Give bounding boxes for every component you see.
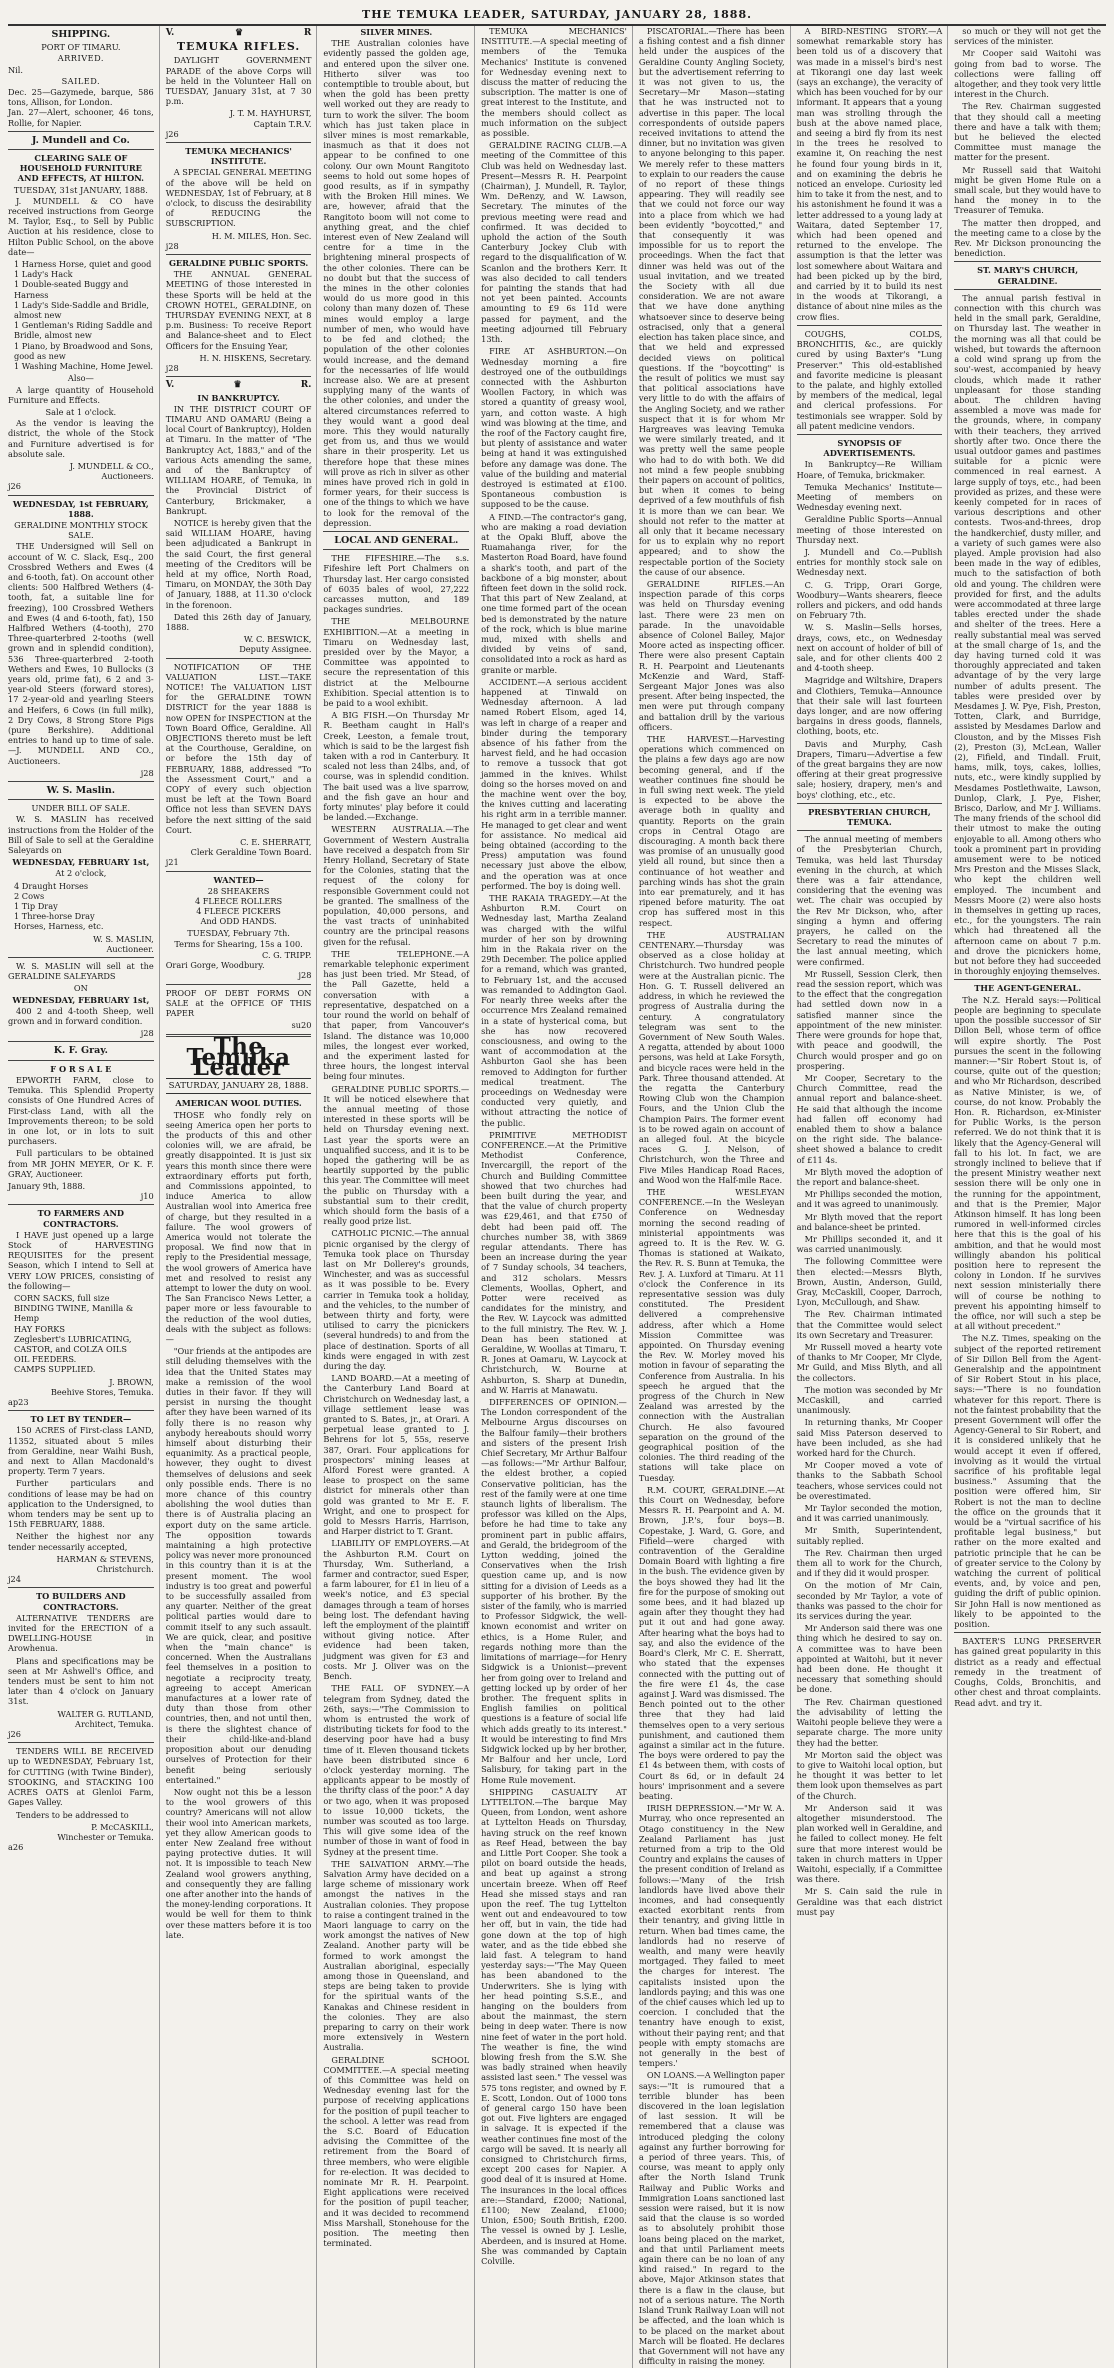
wanted-sign: C. G. TRIPP. — [261, 950, 312, 961]
tender-body2: Further particulars and conditions of lease may be had on application to the Undersigned, to whom tenders may be sent up to 15th FEBRUARY, 1888. — [8, 1478, 154, 1530]
agent-para: The N.Z. Herald says:—Political people are beginning to speculate upon the possible successor of Sir Dillon Bell, whose term of office will expire shortly. The Post pursues the scent in the following manner:—"Sir Robert Stout is, of course, quite out of the question; and who Mr Richardson, described as Native Minister, is we, of course, do not know. Probably the Hon. R. Richardson, ex-Minister for Public Works, is the person referred. We do not think that it is likely that the Agency-General will fall to his lot. In fact, we are strongly inclined to believe that if the present Ministry weather next session there will be only one in the running for the appointment, and that is the Premier, Major Atkinson himself. It has long been rumored in well-informed circles here that this is the goal of his ambition, and that he would most willingly abandon his political position here to represent the colony in London. If he survives next session ministerially there will of course be nothing to prevent his appointing himself to the office, nor will such a step be at all without precedent." — [954, 994, 1101, 1332]
local-para: THE MELBOURNE EXHIBITION.—At a meeting in Timaru on Wednesday last, presided over by the Mayor, a Committee was appointed to secure the representation of this district at the Melbourne Exhibition. Special attention is to be paid to a wool exhibit. — [323, 616, 470, 708]
mech-title: TEMUKA MECHANICS' INSTITUTE. — [185, 146, 292, 167]
crest-v: V. — [165, 380, 175, 391]
news-para: A BIRD-NESTING STORY.—A somewhat remarkable story has been told us of a discovery that was made in a missel's bird's nest at Tikorangi one day last week (says an exchange), the veracity of which has been vouched for by our informant. It appears that a young man was strolling through the bush at the above named place, and seeing a bird fly from its nest in the trees he resolved to examine it, On reaching the nest he found four young birds in it, and on examining the debris he noticed an envelope. Curiosity led him to take it from the nest, and to his astonishment he found it was a letter addressed to a young lady at Waitara, dated September 17, which had been opened and returned to the envelope. The assumption is that the letter was lost somewhere about Waitara and had been picked up by the bird, and carried by it to build its nest in the woods at Tikorangi, a distance of about nine miles as the crow flies. — [796, 26, 943, 322]
presby-para: Mr Cooper, Secretary to the Church Committee, read the annual report and balance-sheet. He said that although the income had fallen off economy had enabled them to show a balance on the right side. The balance-sheet showed a balance to credit of £11 4s. — [796, 1072, 943, 1165]
arrived-label: ARRIVED. — [57, 53, 104, 64]
agent-title: THE AGENT-GENERAL. — [974, 983, 1082, 994]
farmers-sign: J. BROWN, — [109, 1376, 154, 1387]
tender-body: 150 ACRES of First-class LAND, 11352, situated about 5 miles from Geraldine, near Waihi Bush, and next to Allan Macdonald's property. Term 7 years. — [8, 1425, 154, 1477]
agent-para: The N.Z. Times, speaking on the subject of the reported retirement of Sir Dillon Bell from the Agent-Generalship and the appointment of Sir Robert Stout in his place, says:—"There is no foundation whatever for this report. There is not the faintest probability that the present Government will offer the Agency-General to Sir Robert, and it is considered unlikely that he would accept it even if offered, involving as it would the virtual sacrifice of his profitable legal business." Assuming that the position were offered him, Sir Robert is not the man to decline the office on the grounds that it would be a "virtual sacrifice of his profitable legal business," but rather on the more exalted and patriotic principle that he can be of greater service to the Colony by watching the current of political events, and, by voice and pen, guiding the drift of public opinion. Sir John Hall is now mentioned as likely to be appointed to the position. — [954, 1333, 1101, 1630]
maslin2-on: ON — [73, 983, 88, 994]
clearing-date: TUESDAY, 31st JANUARY, 1888. — [13, 184, 148, 195]
wanted-items — [166, 886, 312, 927]
article-title: AMERICAN WOOL DUTIES. — [175, 1098, 302, 1109]
clearing-body: J. MUNDELL & CO have received instructions from George M. Taylor, Esq., to Sell by Public Auction at his residence, close to Hilton Public School, on the above date— — [8, 195, 154, 257]
news-para: GERALDINE RACING CLUB.—A meeting of the Committee of this Club was held on Wednesday last. Present—Messrs R. H. Pearpoint (Chairman), J. Mundell, R. Taylor, Wm. DeRenzy, and W. Lawson, Secretary. The minutes of the previous meeting were read and confirmed. It was decided to uphold the action of the South Canterbury Jockey Club with regard to the disqualification of W. Scanlon and the brothers Kerr. It was also decided to call tenders for painting the stands that had not yet been painted. Accounts amounting to £9 6s 11d were passed for payment, and the meeting adjourned till February 13th. — [481, 140, 627, 345]
maslin-body: W. S. MASLIN has received instructions from the Holder of the Bill of Sale to sell at the Geraldine Saleyards on — [8, 814, 154, 856]
news-para: GERALDINE RIFLES.—An inspection parade of this corps was held on Thursday evening last. There were 23 men on parade. In the unavoidable absence of Colonel Bailey, Major Moore acted as inspecting officer. There were also present Captain R. H. Pearpoint and Lieutenants McKenzie and Ward, Staff-Sergeant Major Jones was also present. After being inspected, the men were put through company and battalion drill by the various officers. — [638, 578, 785, 732]
news-para: PRIMITIVE METHODIST CONFERENCE.—At the Primitive Methodist Conference, Invercargill, the report of the Church and Building Committee showed that two churches had been built during the year, and that the value of church property was £29,461, and that £750 of debt had been paid off. The churches number 38, with 3869 regular attendants. There has been an increase during the year of 7 Sunday schools, 34 teachers, and 312 scholars. Messrs Clements, Woollas, Ophert, and Potter were received as candidates for the ministry, and the Rev. W. Laycock was admitted to the full ministry. The Rev. W. J. Dean has been stationed at Geraldine, W. Woollas at Timaru, T. R. Jones at Oamaru, W. Laycock at Christchurch, W. Bourne at Ashburton, S. Sharp at Dunedin, and W. Harris at Manawatu. — [481, 1129, 627, 1395]
builders-sign2: Architect, Temuka. — [75, 1718, 154, 1729]
bank-notice: NOTICE is hereby given that the said WILLIAM HOARE, having been adjudicated a Bankrupt in the said Court, the first general meeting of the Creditors will be held at my office, North Road, Timaru, on MONDAY, the 30th Day of January, 1888, at 11.30 o'clock in the forenoon. — [165, 517, 312, 610]
sailed-label: SAILED. — [61, 75, 101, 86]
maslin2-body: W. S. MASLIN will sell at the GERALDINE SALEYARDS — [8, 961, 154, 982]
forsale-body: EPWORTH FARM, close to Temuka. This Splendid Property consists of One Hundred Acres of First-class Land, with all the Improvements thereon; to be sold in one lot, or in lots to suit purchasers. — [8, 1074, 154, 1147]
silver-para: THE Australian colonies have evidently passed the golden age, and entered upon the silver one. Hitherto silver was too contemptible to trouble about, but when the gold has been pretty well worked out they are ready to turn to work the silver. The boom which has just taken place in silver mines is most remarkable, inasmuch as that it does not appear to be confined to one colony. Our own Mount Rangitoto seems to hold out some hopes of good results, as if in sympathy with the Broken Hill mines. We are, however, afraid that the Rangitoto boom will not come to anything great, and the chief interest even of New Zealand will centre for a time in the brightening mineral prospects of the other colonies. There can be no doubt but that the success of the mines in the other colonies would do us more good in this colony than many dozen of. These mines would employ a large number of men, who would have to be fed and clothed; the population of the other colonies would increase, and the demand for the necessaries of life would increase also. We are at present supplying many of the wants of the other colonies, and under the altered circumstances referred to they would want a good deal more. This they would naturally get from us, and thus we would share in their prosperity. Let us therefore hope that these mines will prove as rich in silver as other mines have proved rich in gold in former years, for their success is one of the things to which we have to look for the removal of the depression. — [323, 38, 470, 528]
news-para: SHIPPING CASUALTY AT LYTTELTON.—The barque May Queen, from London, went ashore at Lyttelton Heads on Thursday, having struck on the reef known as Reef Head, between the bay and Little Port Cooper. She took a pilot on board outside the heads, and beat up against a strong uncertain breeze. When off Reef Head she missed stays and ran upon the reef. The tug Lyttelton went out and endeavoured to tow her off, but in vain, the tide had gone down at the top of high water, and as the tide ebbed she laid fast. A telegram to hand yesterday says:—"The May Queen has been abandoned to the Underwriters. She is lying with her head pointing S.S.E., and hanging on the boulders from about the mainmast, the stern being in deep water. There is now nine feet of water in the port hold. The weather is fine, the wind blowing fresh from the S.W. She was badly strained when heavily assisted last seen." The vessel was 575 tons register, and owned by F. E. Scott, London. Out of 1000 tons of general cargo 150 have been got out. Five lighters are engaged in salvage. It is expected if the weather continues fine most of the cargo will be saved. It is nearly all consigned to Christchurch firms, except 200 cases for Napier. A good deal of it is insured at Home. The insurances in the local offices are:—Standard, £2000; National, £1100; New Zealand, £1000; Union, £500; South British, £200. The vessel is owned by J. Leslie, Aberdeen, and is insured at Home. She was commanded by Captain Colville. — [481, 1786, 627, 2267]
news-para: THE HARVEST.—Harvesting operations which commenced on the plains a few days ago are now becoming general, and if the weather continues fine should be in full swing next week. The yield is expected to be above the average both in quality and quantity. Reports on the grain crops in Central Otago are discouraging. A month back there was promise of an unusually good yield all round, but since then a continuance of hot weather and parching winds has shot the grain into ear prematurely, and it has ripened before maturity. The oat crop has suffered most in this respect. — [638, 734, 785, 928]
synopsis-item: C. G. Tripp, Orari Gorge, Woodbury—Wants shearers, fleece rollers and pickers, and odd hands on February 7th. — [796, 579, 943, 621]
presby-title: PRESBYTERIAN CHURCH, TEMUKA. — [808, 806, 931, 828]
builders-body2: Plans and specifications may be seen at Mr Ashwell's Office, and tenders must be sent to him not later than 4 o'clock on January 31st. — [8, 1655, 154, 1707]
local-title: LOCAL AND GENERAL. — [334, 534, 459, 546]
local-para: GERALDINE SCHOOL COMMITTEE.—A special meeting of this Committee was held on Wednesday evening last for the purpose of receiving applications for the position of pupil teacher to the school. A letter was read from the S.C. Board of Education advising the Committee of the retirement from the Board of three members, who were eligible for re-election. It was decided to nominate Mr R. H. Pearpoint. Eight applications were received for the position of pupil teacher, and it was decided to recommend Miss Marshall, Stonehouse for the position. The meeting then terminated. — [323, 2054, 470, 2249]
nil-text: Nil. — [8, 64, 24, 75]
article-para: "Our friends at the antipodes are still deluding themselves with the idea that the United States may make a remission of the wool duties in their favor. If they will persist in nursing the thought after they have been warned of its folly there is no reason why anybody hereabouts should worry himself about disturbing their equanimity. As a practical people, however, they ought to divest themselves of delusions and seek only possible ends. There is no more chance of this country abolishing the wool duties than there is of Australia placing an export duty on the same article. The opposition towards maintaining a high protective policy was never more pronounced in this country than it is at the present moment. The wool industry is too great and powerful to be successfully assailed from any quarter. Neither of the great political parties would dare to commit itself to any such assault. We are quick, clear, and positive when the "main chance" is concerned. When the Australians feel themselves in a position to negotiate a reciprocity treaty, agreeing to accept American manufactures at a lower rate of duty than those from other countries, then, and not until then, is there the slightest chance of their child-like-and-bland proposition about our denuding ourselves of Protection for their benefit being seriously entertained." — [165, 1346, 312, 1785]
news-para: COUGHS, COLDS, BRONCHITIS, &c., are quickly cured by using Baxter's "Lung Preserver." This old-established and favorite medicine is pleasant to the palate, and highly extolled by members of the medical, legal and clerical professions. For testimonials see wrapper. Sold by all patent medicine vendors. — [796, 328, 943, 431]
list-item: 4 Draught Horses — [14, 880, 89, 891]
maslin-time: At 2 o'clock, — [55, 868, 107, 879]
bank-date: Dated this 26th day of January, 1888. — [165, 611, 312, 632]
columns — [8, 26, 1106, 2367]
oats-body: TENDERS WILL BE RECEIVED up to WEDNESDAY, February 1st, for CUTTING (with Twine Binder), STOOKING, and STACKING 100 ACRES OATS at Glenloi Farm, Gapes Valley. — [8, 1746, 154, 1808]
bank-sign2: Deputy Assignee. — [239, 644, 312, 655]
presby-para: Mr Phillips seconded it, and it was carried unanimously. — [796, 1233, 943, 1255]
mundell-heading: J. Mundell and Co. — [31, 134, 130, 146]
list-item: 4 FLEECE ROLLERS — [194, 896, 283, 907]
wed-sub: GERALDINE MONTHLY STOCK SALE. — [14, 519, 148, 541]
list-item: 28 SHEAKERS — [207, 885, 270, 896]
wanted-date: TUESDAY, February 7th. — [187, 927, 290, 938]
stmary-para: The annual parish festival in connection with this church was held in the small park, Geraldine, on Thursday last. The weather in the morning was all that could be wished, but towards the afternoon a cold wind sprang up from the sou'-west, accompanied by heavy clouds, which made it rather unpleasant for those standing about. The children having assembled a move was made for the grounds, where, in company with their teachers, they arrived shortly after two. Once there the usual outdoor games and pastimes suitable for a picnic were commenced in real earnest. A large supply of toys, etc., had been provided as prizes, and these were keenly competed for in races of various descriptions and other contests. Twos-and-threes, drop the handkerchief, dusty miller, and a variety of such games were also played. Ample provision had also been made in the way of edibles, much to the satisfaction of both old and young. The children were provided for first, and the adults were accommodated at three large tables erected under the shade and shelter of the trees. Here a really substantial meal was served at the small charge of 1s, and the day having turned cold it was thoroughly appreciated and taken advantage of by the very large number of adults present. The tables were presided over by Mesdames J. W. Pye, Fish, Preston, Totten, Clark, and Burridge, assisted by Mesdames Darlow and Clouston, and by the Misses Fish (2), Preston (3), McLean, Waller (2), Fifield, and Tindall. Fruit, hams, milk, toys, cakes, lollies, nuts, etc., were kindly supplied by Mesdames Postlethwaite, Lawson, Dunlop, Clark, J. Pye, Fisher, Brisco, Darlow, and Mr J. Williams. The many friends of the school did their utmost to make the outing enjoyable to all. Among others who took a prominent part in providing amusement were to be noticed Mrs Preston and the Misses Slack, who kept the children well employed. The incumbent and Messrs Moore (2) were also hosts in themselves in getting up races, etc., for the youngsters. The rain which had threatened all the afternoon came on about 7 p.m. and drove the picnickers home, but not before they had succeeded in thoroughly enjoying themselves. — [954, 292, 1101, 977]
farmers-code: ap23 — [8, 1396, 29, 1407]
masthead: THE TEMUKA LEADER, SATURDAY, JANUARY 28, 1888. — [8, 6, 1106, 26]
wanted-code: j28 — [298, 970, 312, 981]
oats-sign2: Winchester or Temuka. — [57, 1831, 154, 1842]
mech-code: j28 — [165, 240, 179, 251]
wanted-title: WANTED— — [213, 874, 264, 885]
news-para: THE AUSTRALIAN CENTENARY.—Thursday was observed as a close holiday at Christchurch. Two hundred people were at the Australian picnic. The Hon. G. T. Russell delivered an address, in which he reviewed the progress of Australia during the century. A congratulatory telegram was sent to the Government of New South Wales. A regatta, attended by about 1000 persons, was held at Lake Forsyth, and bicycle races were held in the Park. Three thousand attended. At the regatta the Canterbury Rowing Club won the Champion Fours, and the Union Club the Champion Pairs. The former event is to be rowed again on account of an alleged foul. At the bicycle races G. J. Nelson, of Christchurch, won the Three and Five Miles Handicap Road Races, and Wood won the Half-mile Race. — [638, 929, 785, 1185]
list-item: 1 Three-horse Dray — [14, 911, 95, 922]
presby-para: Mr Morton said the object was to give to Waitohi local option, but he thought it was better to let them look upon themselves as part of the Church. — [796, 1749, 943, 1801]
list-item: 1 Washing Machine, Home Jewel. — [14, 361, 154, 372]
news-para: Mr Cooper said Waitohi was going from bad to worse. The collections were falling off altogether, and they took very little interest in the Church. — [954, 48, 1101, 100]
list-item: Horses, Harness, etc. — [14, 921, 104, 932]
article-para: THOSE who fondly rely on seeing America open her ports to the products of this and other colonies will, we are afraid, be greatly disappointed. It is just six years this month since there were extraordinary efforts put forth, and Commissions appointed, to induce America to allow Australian wool into America free of charge, but they resulted in a failure. The wool growers of America would not tolerate the proposal. We find now that in reply to the Presidential message, the wool growers of America have met and resolved to resist any attempt to lower the duty on wool. The San Francisco News Letter, a paper more or less favourable to the reduction of the wool duties, deals with the subject as follows:— — [165, 1109, 312, 1344]
list-item: 2 Cows — [14, 890, 45, 901]
local-para: LIABILITY OF EMPLOYERS.—At the Ashburton R.M. Court on Thursday, Wm. Sutherland, a farmer and contractor, sued Esper, a farm labourer, for £1 in lieu of a week's notice, and £3 special damages through a team of horses being lost. The defendant having left the employment of the plaintiff without giving notice. After evidence had been taken, judgment was given for £3 and costs. Mr J. Oliver was on the Bench. — [323, 1538, 470, 1682]
news-para: ON LOANS.—A Wellington paper says:—"It is rumoured that a terrible blunder has been discovered in the loan legislation of last session. It will be remembered that a clause was introduced pledging the colony against any further borrowing for a period of three years. This, of course, was meant to apply only after the North Island Trunk Railway and Public Works and Immigration Loans sanctioned last session were raised, but it is now said that the clause is so worded as to absolutely prohibit those loans being placed on the market, and that until Parliament meets again there can be no loan of any kind raised." In regard to the above, Major Atkinson states that there is a flaw in the clause, but not of a serious nature. The North Island Trunk Railway Loan will not be affected, and the loan which is to be placed on the market about March will be floated. He declares that Government will not have any difficulty in raising the money. — [638, 2070, 785, 2367]
valuation-sign: C. E. SHERRATT, — [240, 837, 312, 848]
gray-heading: K. F. Gray. — [53, 1045, 108, 1057]
presby-para: Mr Anderson said it was altogether misunderstood. The plan worked well in Geraldine, and he failed to collect money. He felt sure that more interest would be taken in church matters in Upper Waitohi, especially, if a Committee was there. — [796, 1802, 943, 1885]
list-item: 1 Piano, by Broadwood and Sons, good as new — [14, 340, 154, 361]
crest-r: R. — [300, 380, 312, 391]
builders-code: j26 — [8, 1729, 21, 1740]
forsale-title: F O R S A L E — [50, 1063, 112, 1074]
list-item: BINDING TWINE, Manilla & Hemp — [14, 1303, 134, 1324]
local-para: A BIG FISH.—On Thursday Mr R. Beetham caught in Hall's Creek, Leeston, a female trout, which is said to be the largest fish taken with a rod in Canterbury. It scaled not less than 24lbs, and, of course, was in splendid condition. The bait used was a live sparrow, and the fish gave an hour and forty minutes' play before it could be landed.—Exchange. — [323, 710, 470, 823]
news-para: A FIND.—The contractor's gang, who are making a road deviation at the Opaki Bluff, above the Ruamahanga river, for the Masterton Road Board, have found a shark's tooth, and part of the backbone of a big monster, about fifteen feet down in the solid rock. That this part of New Zealand, at one time formed part of the ocean bed is demonstrated by the nature of the rock, which is blue marine mud, mixed with shells and divided by veins of sand, consolidated into a rock as hard as granite or marble. — [481, 511, 627, 675]
local-para: THE TELEPHONE.—A remarkable telephonic experiment has just been tried. Mr Stead, of the Pall Gazette, held a conversation with a representative, despatched on a tour round the world on behalf of that paper, from Vancouver's Island. The distance was 10,000 miles, the longest ever worked, and the experiment lasted for three hours, the longest interval being four minutes. — [323, 948, 470, 1082]
paper-date: SATURDAY, JANUARY 28, 1888. — [166, 1078, 312, 1094]
port-heading: PORT OF TIMARU. — [41, 42, 121, 53]
clearing-foot: As the vendor is leaving the district, the whole of the Stock and Furniture advertised is for absolute sale. — [8, 418, 154, 459]
oats-body2: Tenders to be addressed to — [16, 1809, 129, 1820]
oats-sign: P. McCASKILL, — [91, 1821, 154, 1832]
rifles-sign2: Captain T.R.V. — [253, 118, 312, 129]
news-para: ACCIDENT.—A serious accident happened at Tinwald on Wednesday afternoon. A lad named Robert Elsom, aged 14, was left in charge of a reaper and binder during the temporary absence of his father from the harvest field, and he had occasion to remove a tussock that got jammed in the knives. Whilst doing so the horses moved on and the machine went over the boy, the knives cutting and lacerating his right arm in a terrible manner. He managed to get clear and went for assistance. No medical aid being obtained (according to the Press) amputation was found necessary just above the elbow, and the operation was at once performed. The boy is doing well. — [481, 676, 627, 891]
column-6 — [797, 26, 949, 2368]
news-para: so much or they will not get the services of the minister. — [954, 26, 1101, 47]
news-para: DIFFERENCES OF OPINION.—The London correspondent of the Melbourne Argus discourses on the Balfour family—their brothers and sisters of the present Irish Chief Secretary, Mr Arthur Balfour—as follows:—"Mr Arthur Balfour, the eldest brother, a copied Conservative politician, has the rest of the family were at one time staunch lights of liberalism. The professor was killed on the Alps, before he had time to take any prominent part in public affairs, and Gerald, the bridegroom of the Lytton wedding, joined the Conservatives when the Irish question came up, and is now sitting for a division of Leeds as a supporter of his brother. By the sister of the family, who is married to Professor Sidgwick, the well-known economist and writer on ethics, is a Home Ruler, and regards nothing more than the limitations of marriage—for Henry Sidgwick is a Unionist—prevent her from going over to Ireland and getting locked up by order of her brother. The frequent splits in English families on political questions is a feature of social life which adds greatly to its interest." It would be interesting to find Mrs Sidgwick locked up by her brother, Mr Balfour and her uncle, Lord Salisbury, for taking part in the Home Rule movement. — [481, 1397, 627, 1785]
maslin2-code: j28 — [140, 1028, 154, 1039]
list-item: And ODD HANDS. — [200, 916, 277, 927]
sports-code: j28 — [165, 363, 179, 374]
clearing-sign2: Auctioneers. — [101, 471, 154, 482]
news-para: The matter then dropped, and the meeting came to a close by the Rev. Mr Dickson pronouncing the benediction. — [954, 217, 1101, 259]
list-item: Zeglesbert's LUBRICATING, CASTOR, and COLZA OILS — [14, 1333, 132, 1354]
tender-sign2: Christchurch. — [96, 1564, 154, 1575]
maslin-sign2: Auctioneer. — [106, 943, 154, 954]
maslin2-date: WEDNESDAY, FEBRUARY 1st, — [12, 994, 150, 1005]
presby-para: Mr Cooper moved a vote of thanks to the Sabbath School teachers, whose services could not be overestimated. — [796, 1460, 943, 1501]
bank-sign: W. C. BESWICK, — [243, 634, 312, 645]
builders-title: TO BUILDERS AND CONTRACTORS. — [36, 1591, 126, 1612]
stmary-title: ST. MARY'S CHURCH, GERALDINE. — [977, 265, 1079, 286]
rifles-code: j26 — [165, 128, 179, 139]
clearing-code: j26 — [8, 481, 21, 492]
synopsis-title: SYNOPSIS OF ADVERTISEMENTS. — [823, 437, 916, 459]
crown-icon: ♛ — [233, 380, 242, 391]
clearing-sign: J. MUNDELL & CO., — [69, 460, 154, 471]
forsale-body2: Full particulars to be obtained from MR JOHN MEYER, Or K. F. GRAY, Auctioneer. — [8, 1148, 154, 1179]
list-item: 1 Lady's Hack — [14, 269, 73, 280]
presby-para: Mr Phillips seconded the motion, and it was agreed to unanimously. — [796, 1189, 943, 1210]
tender-code: j24 — [8, 1574, 21, 1585]
under-bill: UNDER BILL OF SALE. — [31, 803, 131, 814]
column-4 — [481, 26, 633, 2368]
paper-title: The Temuka Leader — [186, 1033, 291, 1081]
valuation-body: NOTIFICATION OF THE VALUATION LIST.—TAKE NOTICE! The VALUATION LIST for the GERALDINE TOWN DISTRICT for the year 1888 is now OPEN for INSPECTION at the Town Board Office, Geraldine. All OBJECTIONS thereto must be left at the Courthouse, Geraldine, on or before the 15th day of FEBRUARY, 1888, addressed "To the Assessment Court," and a COPY of every such objection must be left at the Town Board Office not less than SEVEN DAYS before the next sitting of the said Court. — [165, 661, 312, 835]
maslin-sign: W. S. MASLIN, — [93, 933, 154, 944]
rifles-body: DAYLIGHT GOVERNMENT PARADE of the above Corps will be held in the Volunteer Hall on TUESDAY, January 31st, at 7 30 p.m. — [165, 55, 312, 107]
presby-para: Mr Blyth moved that the report and balance-sheet be printed. — [796, 1211, 943, 1232]
rifles-sign: J. T. M. HAYHURST, — [229, 108, 312, 119]
proof-code: su20 — [291, 1020, 312, 1031]
crest-v: V. — [165, 28, 175, 38]
presby-para: Mr Russell moved a hearty vote of thanks to Mr Cooper, Mr Clyde, Mr Guild, and Miss Blyth, and all the collectors. — [796, 1341, 943, 1383]
clearing-sale: Sale at 1 o'clock. — [45, 406, 117, 417]
news-para: THE WESLEYAN CONFERENCE.—In the Wesleyan Conference on Wednesday morning the second reading of ministerial appointments was agreed to. It is the Rev. W. G. Thomas is stationed at Waikato, the Rev. R. S. Bunn at Temuka, the Rev. J. A. Luxford at Timaru. At 11 o'clock the Conference in its representative session was duly constituted. The President delivered a comprehensive address, after which a Home Mission Committee was appointed. On Thursday evening the Rev. W. Morley moved his motion in favour of separating the Conference from Australia. In his speech he argued that the progress of the Church in New Zealand was arrested by the connection with the Australian Church. He also favoured separation on the ground of the geographical position of the colonies. The third reading of the stations will take place on Tuesday. — [638, 1186, 785, 1483]
clearing-also-text: A large quantity of Household Furniture and Effects. — [8, 384, 154, 405]
clearing-items — [14, 259, 154, 371]
valuation-code: j21 — [165, 857, 179, 868]
news-para: PISCATORIAL.—There has been a fishing contest and a fish dinner held under the auspices of the Geraldine County Angling Society, but the advertisement referring to it was not given to us, the Secretary—Mr Mason—stating that he was instructed not to advertise in this paper. The local correspondents of outside papers received invitations to attend the dinner, but no invitation was given to anyone belonging to this paper. We merely refer to these matters to explain to our readers the cause of no report of these things appearing. They will readily see that we could not force our way into a place from which we had been evidently "boycotted," and that consequently it was impossible for us to report the proceedings. When the fact that dinner was held was out of the usual invitation, and we treated the Society with all due consideration. We are not aware that we have done anything whatsoever since to deserve being ostracised, only that a general election has taken place since, and that we held and expressed decided views on political questions. If the "boycotting" is the result of politics we must say that political associations have very little to do with the affairs of the Angling Society, and we rather suspect that it is for whom Mr Hargreaves was leaving Temuka we were similarly treated, and it was pretty well the same people who had to do with both. We did not mind a few people snubbing their papers on account of politics, but when it comes to being deprived of a few mouthfuls of fish it is more than we can bear. We should not refer to the matter at all only that it became necessary for us to explain why no report appeared; and to show the respectable portion of the Society the cause of our absence. — [638, 26, 785, 577]
farmers-items — [14, 1293, 154, 1375]
news-para: The Rev. Chairman suggested that they should call a meeting there and have a talk with them; but he believed the elected Committee must manage the matter for the present. — [954, 101, 1101, 163]
list-item: 1 Lady's Side-Saddle and Bridle, almost new — [14, 299, 150, 321]
local-para: THE FALL OF SYDNEY.—A telegram from Sydney, dated the 26th, says:—"The Commission to whom is entrusted the work of distributing tickets for food to the deserving poor have had a busy time of it. Eleven thousand tickets have been distributed since 6 o'clock yesterday morning. The applicants appear to be mostly of the thrifty class of the poor." A day or two ago, when it was proposed to issue 10,000 tickets, the number was scouted as too large. This will give some idea of the number of those in want of food in Sydney at the present time. — [323, 1683, 470, 1857]
synopsis-item: W. S. Maslin—Sells horses, drays, cows, etc., on Wednesday next on account of holder of bill of sale, and for other clients 400 2 and 4-tooth sheep. — [796, 622, 943, 674]
oats-code: a26 — [8, 1842, 24, 1853]
presby-para: On the motion of Mr Cain, seconded by Mr Taylor, a vote of thanks was passed to the choir for its services during the year. — [796, 1580, 943, 1622]
bank-crest — [166, 380, 312, 390]
presby-para: Mr Blyth moved the adoption of the report and balance-sheet. — [796, 1166, 943, 1187]
sports-sign: H. N. HISKENS, Secretary. — [199, 352, 312, 363]
rifles-title: TEMUKA RIFLES. — [176, 40, 301, 54]
list-item: CAMPS SUPPLIED. — [14, 1364, 96, 1375]
presby-para: The motion was seconded by Mr McCaskill, and carried unanimously. — [796, 1384, 943, 1416]
farmers-title: TO FARMERS AND CONTRACTORS. — [37, 1208, 125, 1229]
article-para: Now ought not this be a lesson to the wool growers of this country? Americans will not allow their wool into American markets, yet they allow American goods to enter New Zealand free without paying protective duties. It will not. It is impossible to teach New Zealand wool growers anything, and consequently they are falling one after another into the hands of the money-lending corporations. It would be well for them to think over these matters before it is too late. — [165, 1786, 312, 1940]
list-item: 1 Tip Dray — [14, 901, 58, 912]
paper-title-block — [166, 1033, 312, 1081]
column-2 — [166, 26, 318, 2368]
builders-body: ALTERNATIVE TENDERS are invited for the ERECTION of a DWELLING-HOUSE in Arowhenua. — [8, 1612, 154, 1654]
wed-title: WEDNESDAY, 1st FEBRUARY, 1888. — [12, 498, 149, 519]
local-para: LAND BOARD.—At a meeting of the Canterbury Land Board at Christchurch on Wednesday last, a village settlement lease was granted to S. Bates, jr., at Orari. A perpetual lease granted to J. Behrens for lot 5, 55s, reserve 387, Orari. Four applications for prospectors' mining leases at Alford Forest were granted. A lease to prospect on the same district for minerals other than gold was granted to Mr E. F. Wright, and one to prospect for gold to Messrs Harris, Harrison, and Harper district to T. Grant. — [323, 1373, 470, 1537]
forsale-code: j10 — [140, 1191, 154, 1202]
maslin-items — [14, 881, 154, 932]
list-item: 1 Harness Horse, quiet and good — [14, 259, 152, 270]
builders-sign: WALTER G. RUTLAND, — [57, 1708, 154, 1719]
synopsis-item: J. Mundell and Co.—Publish entries for monthly stock sale on Wednesday next. — [796, 546, 943, 578]
news-para: Mr Russell said that Waitohi might be given Home Rule on a small scale, but they would have to hand the money in to the Treasurer of Temuka. — [954, 164, 1101, 216]
synopsis-item: Geraldine Public Sports—Annual meeting of those interested on Thursday next. — [796, 514, 943, 545]
sailed-text: Dec. 25—Gazymede, barque, 586 tons, Allison, for London. Jan. 27—Alert, schooner, 46 tons, Rollie, for Napier. — [8, 87, 154, 128]
local-para: GERALDINE PUBLIC SPORTS.—It will be noticed elsewhere that the annual meeting of those interested in these sports will be held on Thursday evening next. Last year the sports were an unqualified success, and it is to be hoped the gathering will be as heartily supported by the public this year. The Committee will meet the public on Thursday with a substantial sum to their credit, which should form the basis of a really good prize list. — [323, 1083, 470, 1227]
presby-para: In returning thanks, Mr Cooper said Miss Paterson deserved to have been included, as she had worked hard for the Church. — [796, 1417, 943, 1459]
crown-icon: ♛ — [235, 28, 244, 38]
presby-para: The following Committee were then elected:—Messrs Blyth, Brown, Austin, Anderson, Guild, Gray, McCaskill, Cooper, Darroch, Lyon, McCullough, and Shaw. — [796, 1256, 943, 1308]
presby-para: Mr Smith, Superintendent, suitably replied. — [796, 1525, 943, 1546]
farmers-body: I HAVE just opened up a large Stock of HARVESTING REQUISITES for the present Season, which I intend to Sell at VERY LOW PRICES, consisting of the following— — [8, 1229, 154, 1291]
column-3 — [323, 26, 475, 2368]
mech-body: A SPECIAL GENERAL MEETING of the above will be held on WEDNESDAY, 1st of February, at 8 o'clock, to discuss the desirability of REDUCING the SUBSCRIPTION. — [165, 167, 312, 229]
presby-para: Mr Russell, Session Clerk, then read the session report, which was to the effect that the congregation had settled down now in a satisfied manner since the appointment of the new minister. There were grounds for hope that, with peace and goodwill, the Church would prosper and go on prospering. — [796, 968, 943, 1071]
clearing-also: Also— — [67, 373, 94, 384]
local-para: THE FIFESHIRE.—The s.s. Fifeshire left Port Chalmers on Thursday last. Her cargo consisted of 6035 bales of wool, 27,222 carcasses mutton, and 189 packages sundries. — [323, 553, 470, 615]
maslin-heading: W. S. Maslin. — [46, 785, 116, 797]
clearing-title: CLEARING SALE OF HOUSEHOLD FURNITURE AND EFFECTS, AT HILTON. — [17, 153, 145, 184]
presby-para: Mr Taylor seconded the motion, and it was carried unanimously. — [796, 1503, 943, 1524]
synopsis-item: In Bankruptcy—Re William Hoare, of Temuka, brickmaker. — [796, 459, 943, 480]
synopsis-item: Temuka Mechanics' Institute—Meeting of members on Wednesday evening next. — [796, 481, 943, 513]
tender-body3: Neither the highest nor any tender necessarily accepted, — [8, 1531, 154, 1552]
farmers-sign2: Beehive Stores, Temuka. — [50, 1386, 154, 1397]
local-para: WESTERN AUSTRALIA.—The Government of Western Australia have received a despatch from Sir Henry Holland, Secretary of State for the Colonies, stating that the request of the colony for responsible Government could not be granted. The smallness of the population, 40,000 persons, and the vast tracts of uninhabited country are the principal reasons given for the refusal. — [323, 824, 470, 947]
agent-para: BAXTER'S LUNG PRESERVER has gained great popularity in this district as a ready and effectual remedy in the treatment of Coughs, Colds, Bronchitis, and other chest and throat complaints. Read advt. and try it. — [954, 1636, 1101, 1708]
presby-para: The Rev. Chairman questioned the advisability of letting the Waitohi people believe they were a separate charge. The more unity they had the better. — [796, 1696, 943, 1748]
shipping-heading: SHIPPING. — [51, 29, 111, 40]
mech-sign: H. M. MILES, Hon. Sec. — [211, 230, 312, 241]
news-para: FIRE AT ASHBURTON.—On Wednesday morning a fire destroyed one of the outbuildings connected with the Ashburton Woollen Factory, in which was stored a quantity of greasy wool, yarn, and cotton waste. A high wind was blowing at the time, and the roof of the Factory caught fire, but plenty of assistance and water being at hand it was extinguished before any damage was done. The value of the building and material destroyed is estimated at £100. Spontaneous combustion is supposed to be the cause. — [481, 346, 627, 510]
presby-para: Mr S. Cain said the rule in Geraldine was that each district must pay — [796, 1886, 943, 1917]
tender-sign: HARMAN & STEVENS, — [56, 1553, 154, 1564]
list-item: 4 FLEECE PICKERS — [196, 906, 281, 917]
forsale-date: January 9th, 1888. — [8, 1180, 86, 1191]
bank-title: IN BANKRUPTCY. — [197, 392, 280, 403]
local-para: CATHOLIC PICNIC.—The annual picnic organised by the clergy of Temuka took place on Thursday last on Mr Dollerey's grounds, Winchester, and was as successful as it was possible to be. Every carrier in Temuka took a holiday, and the vehicles, to the number of between thirty and forty, were utilised to carry the picnickers (several hundreds) to and from the place of destination. Sports of all kinds were engaged in with zest during the day. — [323, 1228, 470, 1371]
list-item: HAY FORKS — [14, 1323, 66, 1334]
news-para: R.M. COURT, GERALDINE.—At this Court on Wednesday, before Messrs R. H. Pearpoint and A. M. Brown, J.P.'s, four boys—B. Copestake, J. Ward, G. Gore, and Fifield—were charged with contravention of the Geraldine Domain Board with lighting a fire in the bush. The evidence given by the boys showed they had lit the fire for the purpose of smoking out some bees, and it had blazed up again after they thought they had put it out and had gone away. After hearing what the boys had to say, and also the evidence of the Board's Clerk, Mr C. E. Sherratt, who stated that the expenses connected with the putting out of the fire were £1 4s, the case against J. Ward was dismissed. The Bench pointed out to the other three that they had laid themselves open to a very serious punishment, and cautioned them against a similar act in the future. The boys were ordered to pay the £1 4s between them, with costs of Court 8s 6d, or in default 24 hours' imprisonment and a severe beating. — [638, 1484, 785, 1801]
sports-title: GERALDINE PUBLIC SPORTS. — [168, 258, 309, 269]
news-para: IRISH DEPRESSION.—"Mr W. A. Murray, who once represented an Otago constituency in the New Zealand Parliament has just returned from a trip to the Old Country and explains the causes of the present condition of Ireland as follows:—'Many of the Irish landlords have lived above their incomes, and had consequently exacted exorbitant rents from their tenantry, and giving little in return. When bad times came, the landlords had no reserve of wealth, and many were heavily mortgaged. They failed to meet the charges for interest. The capitalists insisted upon the landlords paying; and this was one of the chief causes which led up to coercion. I concluded that the tenantry have enough to exist, without their paying rent; and that people with empty stomachs are not generally in the best of tempers.' — [638, 1803, 785, 2069]
synopsis-item: Davis and Murphy, Cash Drapers, Timaru—Advertise a few of the great bargains they are now offering at their great progressive sale; hosiery, drapery, men's and boys' clothing, etc., etc. — [796, 738, 943, 800]
presby-para: The annual meeting of members of the Presbyterian Church, Temuka, was held last Thursday evening in the church, at which there was a fair attendance, considering that the evening was wet. The chair was occupied by the Rev Mr Dickson, who, after singing a hymn and offering prayers, he called on the Secretary to read the minutes of the last annual meeting, which were confirmed. — [796, 834, 943, 967]
wed-code: j28 — [140, 767, 154, 778]
maslin2-text: 400 2 and 4-tooth Sheep, well grown and in forward condition. — [8, 1005, 154, 1027]
maslin-date: WEDNESDAY, FEBRUARY 1st, — [12, 857, 150, 868]
presby-para: Mr Anderson said there was one thing which he desired to say on. A committee was to have been appointed at Waitohi, but it never had been done. He thought it necessary that something should be done. — [796, 1623, 943, 1695]
wanted-terms: Terms for Shearing, 15s a 100. — [174, 938, 303, 949]
list-item: OIL FEEDERS. — [14, 1354, 77, 1365]
bank-body: IN THE DISTRICT COURT OF TIMARU AND OAMARU (Being a local Court of Bankruptcy), Holden at Timaru. In the matter of "The Bankruptcy Act, 1883," and of the various Acts amending the same, and of the Bankruptcy of WILLIAM HOARE, of Temuka, in the Provincial District of Canterbury, Brickmaker, a Bankrupt. — [165, 403, 312, 516]
column-5 — [639, 26, 791, 2368]
sports-body: THE ANNUAL GENERAL MEETING of those interested in these Sports will be held at the CROWN HOTEL, GERALDINE, on THURSDAY EVENING NEXT, at 8 p.m. Business: To receive Report and Balance-sheet and to Elect Officers for the Ensuing Year, — [165, 269, 312, 351]
news-para: THE RAKAIA TRAGEDY.—At the Ashburton R.M. Court on Wednesday last, Martha Zealand was charged with the wilful murder of her son by drowning him in the Rakaia river on the 29th December. The police applied for a remand, which was granted, to February 1st, and the accused was remanded to Addington Gaol. For nearly three weeks after the occurrence Mrs Zealand remained in a state of hysterical coma, but she has now recovered consciousness, and owing to the want of accommodation at the Ashburton Gaol she has been removed to Addington for further medical treatment. The proceedings on Wednesday were conducted very quietly, and without attracting the notice of the public. — [481, 893, 627, 1128]
presby-para: The Rev. Chairman intimated that the Committee would select its own Secretary and Treasurer. — [796, 1309, 943, 1340]
proof-body: PROOF OF DEBT FORMS ON SALE at the OFFICE OF THIS PAPER — [165, 987, 312, 1019]
column-7 — [954, 26, 1106, 2368]
column-1 — [8, 26, 160, 2368]
rifles-crest — [166, 28, 312, 38]
synopsis-item: Magridge and Wiltshire, Drapers and Clothiers, Temuka—Announce that their sale will last fourteen days longer, and are now offering bargains in dress goods, flannels, clothing, boots, etc. — [796, 675, 943, 737]
wed-body: THE Undersigned will Sell on account of W. C. Slack, Esq., 200 Crossbred Wethers and Ewes (4 and 6-tooth, fat). On account other clients: 500 Halfbred Wethers (4-tooth, fat, a suitable line for freezing), 100 Crossbred Wethers and Ewes (4 and 6-tooth, fat), 150 Halfbred Wethers (4-tooth), 270 Three-quarterbred 2-tooths (well grown and in splendid condition), 536 Three-quarterbred 2-tooth Wethers and Ewes, 10 Bullocks (3 years old, prime fat), 6 2 and 3-year-old Steers (forward stores), 17 2-year-old and yearling Steers and Heifers, 6 Cows (in full milk), 2 Dry Cows, 8 Strong Store Pigs (pure Berkshire). Additional entries to hand up to time of sale.—J. MUNDELL AND CO., Auctioneers. — [8, 541, 154, 766]
list-item: 1 Double-seated Buggy and Harness — [14, 279, 129, 300]
crest-r: R — [303, 28, 312, 38]
news-para: TEMUKA MECHANICS' INSTITUTE.—A special meeting of members of the Temuka Mechanics' Institute is convened for Wednesday evening next to discuss the matter of reducing the subscription. The matter is one of great interest to the Institute, and the members should collect as much information on the subject as possible. — [481, 26, 627, 139]
valuation-sign2: Clerk Geraldine Town Board. — [190, 847, 312, 858]
list-item: 1 Gentleman's Riding Saddle and Bridle, almost new — [14, 320, 153, 341]
wanted-place: Orari Gorge, Woodbury. — [165, 960, 265, 971]
presby-para: The Rev. Chairman then urged them all to work for the Church, and if they did it would prosper. — [796, 1547, 943, 1579]
silver-title: SILVER MINES. — [360, 27, 433, 37]
list-item: CORN SACKS, full size — [14, 1292, 110, 1303]
local-para: THE SALVATION ARMY.—The Salvation Army have decided on a large scheme of missionary work amongst the natives in the Australian colonies. They propose to raise a contingent trained in the Maori language to carry on the work amongst the natives of New Zealand. Another party will be formed to work amongst the Australian aboriginal, especially among those in Queensland, and steps are being taken to provide for the spiritual wants of the Kanakas and Chinese resident in the colonies. They are also preparing to carry on their work more extensively in Western Australia. — [323, 1858, 470, 2053]
tender-title: TO LET BY TENDER— — [30, 1414, 132, 1425]
